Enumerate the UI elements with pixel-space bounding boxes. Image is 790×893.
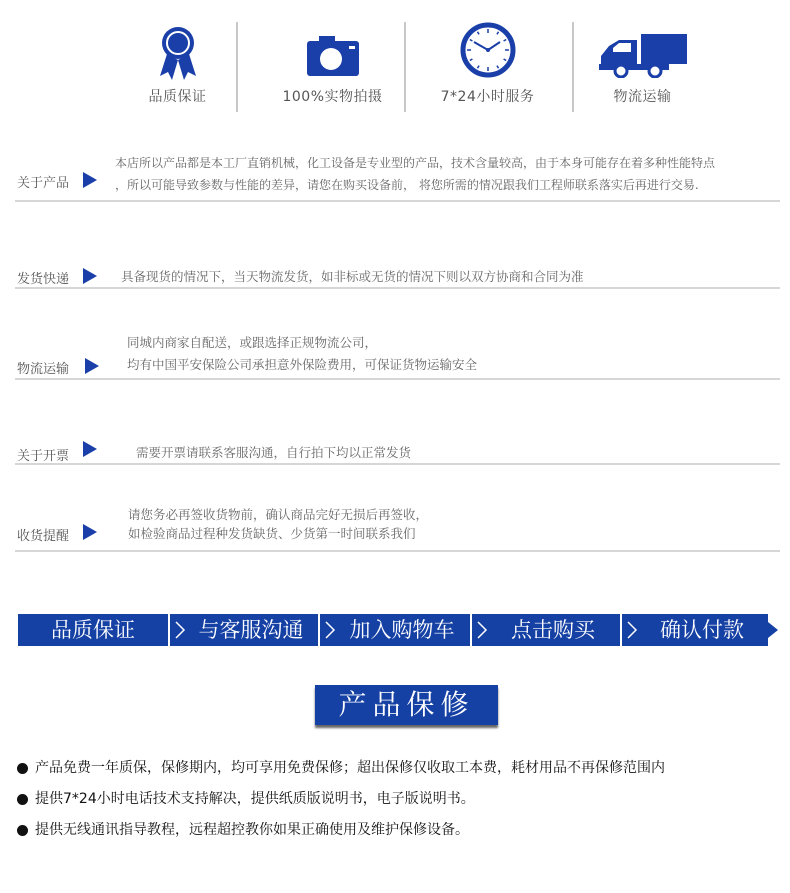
truck-icon <box>599 34 687 78</box>
section-text: 需要开票请联系客服沟通，自行拍下均以正常发货 <box>136 445 412 460</box>
section-title: 收货提醒 <box>17 529 70 544</box>
warranty-list <box>15 757 785 850</box>
feature-quality <box>100 22 255 114</box>
chevron-right-icon <box>626 620 638 640</box>
step-add-to-cart: 加入购物车 <box>320 614 470 646</box>
info-section-shipping <box>15 262 780 289</box>
feature-photo <box>255 22 410 114</box>
info-section-logistics <box>15 330 780 380</box>
section-text: 同城内商家自配送，或跟选择正规物流公司， 均有中国平安保险公司承担意外保险费用，可保证货物运输安全 <box>127 335 478 372</box>
warranty-heading: 产品保修 <box>315 685 498 725</box>
section-text: 本店所以产品都是本工厂直销机械，化工设备是专业型的产品，技术含量较高，由于本身可能存在着多种性能特点 ，所以可能导致参数与性能的差异，请您在购买设备前， 将您所需的情况跟我们工程师联系落实后再进行交易. <box>115 156 716 192</box>
triangle-arrow-icon <box>85 358 99 374</box>
clock-icon <box>460 22 516 78</box>
chevron-right-icon <box>174 620 186 640</box>
bullet-dot-icon <box>17 794 28 805</box>
triangle-arrow-icon <box>83 524 97 540</box>
info-section-product <box>15 152 780 202</box>
info-section-receipt <box>15 505 780 552</box>
feature-service <box>410 22 565 114</box>
section-title: 关于产品 <box>17 176 70 191</box>
section-title: 物流运输 <box>17 362 70 377</box>
arrow-tip-icon <box>768 622 778 638</box>
chevron-right-icon <box>476 620 488 640</box>
chevron-right-icon <box>324 620 336 640</box>
list-item: 提供7*24小时电话技术支持解决，提供纸质版说明书，电子版说明书。 <box>15 788 785 819</box>
feature-label: 7*24小时服务 <box>440 89 535 105</box>
ribbon-award-icon <box>158 26 198 82</box>
feature-label: 品质保证 <box>148 89 207 105</box>
step-quality: 品质保证 <box>18 614 168 646</box>
bullet-dot-icon <box>17 763 28 774</box>
triangle-arrow-icon <box>83 441 97 457</box>
section-text: 请您务必再签收货物前，确认商品完好无损后再签收， 如检验商品过程种发货缺货、少货第一时间联系我们 <box>128 507 429 541</box>
triangle-arrow-icon <box>83 172 97 188</box>
feature-label: 100%实物拍摄 <box>282 89 383 105</box>
triangle-arrow-icon <box>83 268 97 284</box>
info-section-invoice <box>15 437 780 465</box>
bullet-dot-icon <box>17 825 28 836</box>
step-contact-service: 与客服沟通 <box>170 614 318 646</box>
camera-icon <box>307 36 359 76</box>
section-title: 发货快递 <box>17 272 70 287</box>
feature-logistics <box>565 22 720 114</box>
list-item: 提供无线通讯指导教程，远程超控教你如果正确使用及维护保修设备。 <box>15 819 785 850</box>
divider <box>236 22 238 112</box>
section-title: 关于开票 <box>17 449 70 464</box>
step-click-buy: 点击购买 <box>472 614 620 646</box>
feature-label: 物流运输 <box>613 89 672 105</box>
list-item: 产品免费一年质保，保修期内，均可享用免费保修；超出保修仅收取工本费，耗材用品不再保修范围内 <box>15 757 785 788</box>
divider <box>404 22 406 112</box>
feature-icons-row <box>100 22 720 114</box>
purchase-process-steps <box>18 614 782 646</box>
section-text: 具备现货的情况下，当天物流发货，如非标或无货的情况下则以双方协商和合同为准 <box>121 269 584 284</box>
step-confirm-payment: 确认付款 <box>622 614 768 646</box>
